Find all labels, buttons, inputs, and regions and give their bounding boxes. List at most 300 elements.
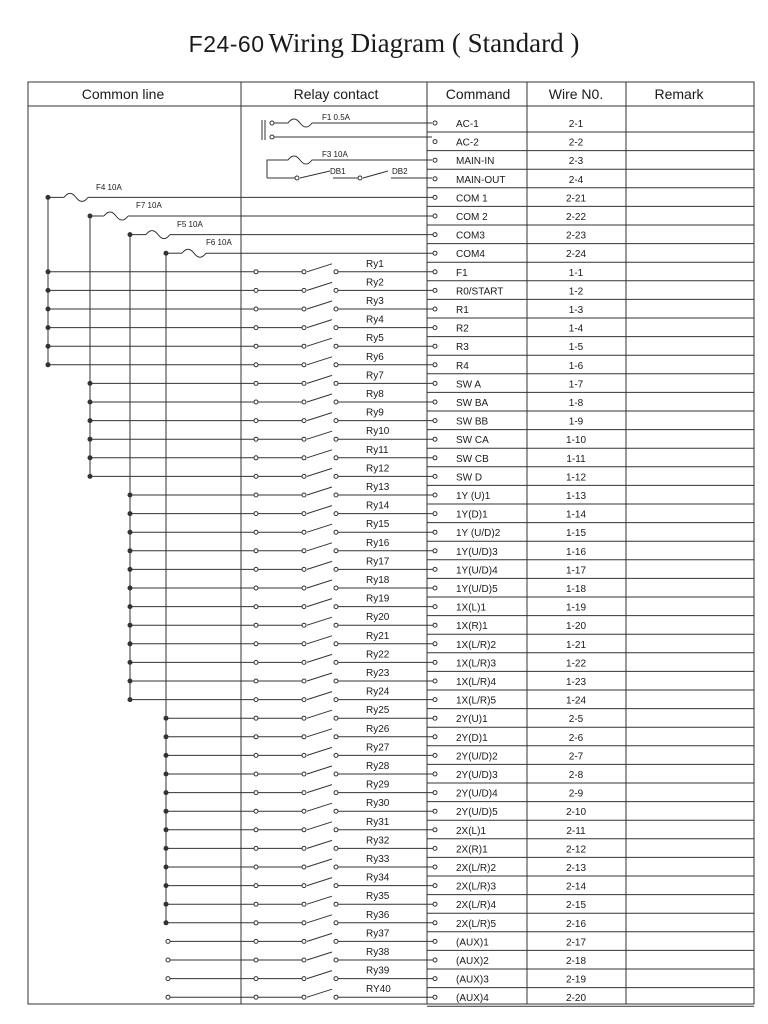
terminal-icon: [433, 716, 437, 720]
wire-number: 2-15: [565, 900, 587, 912]
relay-terminal: [302, 939, 306, 943]
relay-terminal: [334, 698, 338, 702]
relay-contact-blade: [307, 803, 332, 811]
command-label: R2: [456, 323, 469, 335]
relay-label: Ry33: [366, 854, 390, 865]
terminal-icon: [433, 884, 437, 888]
wire-number: 1-2: [568, 286, 584, 298]
relay-terminal: [334, 623, 338, 627]
relay-terminal: [254, 791, 258, 795]
wire-number: 2-14: [565, 881, 587, 893]
relay-terminal: [302, 660, 306, 664]
relay-terminal: [302, 605, 306, 609]
relay-terminal: [254, 586, 258, 590]
relay-terminal: [334, 381, 338, 385]
wire-number: 1-16: [565, 546, 587, 558]
terminal-icon: [433, 698, 437, 702]
relay-terminal: [254, 884, 258, 888]
relay-contact-blade: [307, 747, 332, 755]
relay-label: Ry32: [366, 835, 390, 847]
relay-contact-blade: [307, 599, 332, 607]
open-terminal: [166, 939, 170, 943]
relay-contact-blade: [307, 971, 332, 979]
terminal-icon: [433, 493, 437, 497]
wire-number: 1-22: [565, 658, 587, 670]
wire-number: 1-11: [566, 453, 586, 465]
relay-contact-blade: [307, 413, 332, 421]
command-label: AC-1: [456, 119, 479, 130]
header-wire-no: Wire N0.: [548, 86, 604, 102]
terminal-icon: [433, 549, 437, 553]
relay-terminal: [334, 716, 338, 720]
relay-terminal: [334, 419, 338, 423]
ac2-terminal: [270, 135, 274, 139]
relay-contact-blade: [307, 896, 332, 904]
relay-terminal: [254, 716, 258, 720]
relay-terminal: [254, 642, 258, 646]
fuse-f4-label: F4 10A: [96, 183, 122, 192]
wire-number: 2-12: [565, 844, 587, 856]
fuse-f5-label: F5 10A: [177, 220, 203, 229]
relay-terminal: [254, 846, 258, 850]
relay-terminal: [302, 884, 306, 888]
terminal-icon: [433, 623, 437, 627]
relay-terminal: [254, 381, 258, 385]
terminal-icon: [433, 270, 437, 274]
relay-terminal: [254, 698, 258, 702]
relay-label: Ry8: [366, 389, 384, 400]
relay-terminal: [334, 586, 338, 590]
relay-label: Ry12: [366, 463, 390, 475]
relay-contact-blade: [307, 524, 332, 532]
fuse-f5-icon: [146, 231, 170, 239]
command-label: R4: [456, 360, 469, 372]
relay-terminal: [254, 530, 258, 534]
relay-label: Ry15: [366, 519, 390, 531]
command-label: 1Y(D)1: [456, 509, 488, 521]
wire-number: 1-24: [565, 695, 587, 707]
wire-number: 1-5: [568, 342, 584, 354]
relay-label: Ry10: [366, 426, 390, 438]
relay-terminal: [302, 958, 306, 962]
relay-terminal: [334, 921, 338, 925]
terminal-icon: [433, 400, 437, 404]
relay-terminal: [334, 493, 338, 497]
wire-number: 2-8: [568, 770, 584, 781]
relay-terminal: [334, 772, 338, 776]
relay-terminal: [254, 288, 258, 292]
relay-contact-blade: [307, 636, 332, 644]
relay-contact-blade: [307, 338, 332, 346]
relay-label: Ry3: [366, 296, 384, 307]
relay-terminal: [302, 419, 306, 423]
fuse-f1-label: F1 0.5A: [322, 113, 351, 122]
relay-terminal: [254, 995, 258, 999]
relay-terminal: [334, 679, 338, 683]
command-label: 1Y(U/D)5: [456, 584, 498, 595]
relay-terminal: [334, 791, 338, 795]
wire-number: 1-15: [565, 528, 587, 540]
relay-terminal: [302, 679, 306, 683]
relay-contact-blade: [307, 785, 332, 793]
wire-number: 1-13: [565, 491, 587, 502]
relay-terminal: [334, 902, 338, 906]
command-label: 2Y(D)1: [456, 732, 488, 744]
command-label: F1: [456, 267, 468, 279]
wire-number: 1-19: [565, 602, 587, 614]
relay-terminal: [254, 567, 258, 571]
relay-terminal: [334, 995, 338, 999]
relay-label: Ry18: [366, 575, 390, 586]
relay-contact-blade: [307, 617, 332, 625]
wire-number: 1-14: [565, 509, 587, 521]
relay-terminal: [302, 791, 306, 795]
wire-number: 2-18: [565, 956, 587, 967]
command-label: MAIN-IN: [456, 156, 495, 168]
relay-terminal: [334, 809, 338, 813]
terminal-icon: [433, 809, 437, 813]
wire-number: 1-9: [568, 416, 584, 428]
terminal-icon: [433, 958, 437, 962]
relay-terminal: [254, 270, 258, 274]
relay-label: Ry24: [366, 686, 390, 698]
relay-label: Ry14: [366, 500, 390, 512]
terminal-icon: [433, 846, 437, 850]
relay-label: Ry20: [366, 612, 390, 624]
relay-terminal: [334, 828, 338, 832]
terminal-icon: [433, 381, 437, 385]
fuse-f3-label: F3 10A: [322, 150, 348, 159]
relay-label: Ry11: [366, 444, 389, 456]
relay-terminal: [302, 772, 306, 776]
relay-terminal: [302, 288, 306, 292]
command-label: 1X(L/R)2: [456, 639, 497, 651]
terminal-icon: [433, 660, 437, 664]
relay-terminal: [334, 512, 338, 516]
open-terminal: [166, 977, 170, 981]
command-label: COM 2: [456, 212, 488, 223]
wire-number: 2-9: [568, 788, 584, 800]
relay-terminal: [254, 660, 258, 664]
command-label: 2Y(U/D)4: [456, 788, 498, 800]
command-label: 1Y (U)1: [456, 491, 491, 502]
relay-contact-blade: [307, 561, 332, 569]
command-label: 1Y(U/D)4: [456, 565, 498, 577]
relay-label: Ry25: [366, 705, 390, 717]
wire-number: 2-6: [568, 732, 584, 744]
relay-contact-blade: [307, 264, 332, 272]
terminal-icon: [433, 902, 437, 906]
relay-label: Ry27: [366, 742, 390, 754]
relay-terminal: [302, 753, 306, 757]
terminal-icon: [433, 214, 437, 218]
wire-number: 2-2: [568, 137, 584, 149]
wire-number: 2-13: [565, 863, 587, 874]
relay-terminal: [334, 307, 338, 311]
wire-number: 2-7: [568, 751, 584, 763]
relay-terminal: [302, 530, 306, 534]
relay-terminal: [302, 474, 306, 478]
relay-contact-blade: [307, 822, 332, 830]
relay-terminal: [334, 530, 338, 534]
wire-number: 1-17: [565, 565, 587, 577]
relay-terminal: [302, 902, 306, 906]
relay-terminal: [334, 753, 338, 757]
relay-terminal: [302, 716, 306, 720]
relay-label: Ry28: [366, 761, 390, 772]
relay-terminal: [254, 456, 258, 460]
relay-terminal: [302, 493, 306, 497]
relay-terminal: [302, 865, 306, 869]
relay-terminal: [302, 381, 306, 385]
terminal-icon: [433, 363, 437, 367]
relay-terminal: [334, 660, 338, 664]
relay-terminal: [302, 698, 306, 702]
relay-terminal: [254, 828, 258, 832]
command-label: R0/START: [456, 286, 504, 298]
relay-label: Ry6: [366, 351, 384, 363]
relay-terminal: [302, 270, 306, 274]
command-label: 2X(L/R)4: [456, 900, 497, 912]
relay-terminal: [302, 363, 306, 367]
terminal-icon: [433, 605, 437, 609]
wire-number: 1-3: [568, 305, 584, 316]
relay-label: Ry7: [366, 370, 384, 382]
relay-terminal: [254, 493, 258, 497]
relay-label: Ry26: [366, 723, 390, 735]
relay-terminal: [334, 977, 338, 981]
switch-db1-label: DB1: [330, 167, 346, 176]
table-frame: [28, 82, 754, 1004]
relay-label: Ry31: [366, 816, 390, 828]
terminal-icon: [433, 977, 437, 981]
command-label: 2Y(U)1: [456, 714, 488, 726]
terminal-icon: [433, 121, 437, 125]
wire-number: 2-20: [565, 993, 587, 1005]
command-label: 2X(L/R)3: [456, 881, 497, 893]
relay-terminal: [302, 809, 306, 813]
terminal-icon: [433, 307, 437, 311]
relay-terminal: [334, 437, 338, 441]
relay-label: Ry36: [366, 909, 390, 921]
command-label: R3: [456, 342, 469, 354]
wire-number: 2-1: [568, 119, 584, 130]
wire-number: 2-19: [565, 974, 587, 986]
command-label: R1: [456, 305, 469, 316]
terminal-icon: [433, 158, 437, 162]
relay-contact-blade: [307, 729, 332, 737]
relay-terminal: [334, 884, 338, 888]
relay-terminal: [302, 456, 306, 460]
relay-contact-blade: [307, 468, 332, 476]
relay-label: Ry22: [366, 649, 390, 661]
wire-number: 1-1: [568, 267, 584, 279]
fuse-f4-icon: [64, 193, 88, 201]
terminal-icon: [433, 642, 437, 646]
db2-terminal: [358, 176, 362, 180]
relay-label: Ry34: [366, 872, 390, 884]
fuse-f1-icon: [274, 119, 432, 127]
relay-contact-blade: [307, 952, 332, 960]
relay-terminal: [334, 846, 338, 850]
relay-contact-blade: [307, 282, 332, 290]
terminal-icon: [433, 567, 437, 571]
wire-number: 2-23: [565, 230, 587, 242]
relay-terminal: [334, 288, 338, 292]
terminal-icon: [433, 791, 437, 795]
relay-terminal: [254, 344, 258, 348]
terminal-icon: [433, 233, 437, 237]
wire-number: 1-4: [568, 323, 584, 335]
db1-switch-blade: [300, 171, 330, 178]
wire-number: 1-10: [565, 435, 587, 447]
relay-terminal: [302, 642, 306, 646]
terminal-icon: [433, 753, 437, 757]
relay-contact-blade: [307, 654, 332, 662]
relay-contact-blade: [307, 933, 332, 941]
command-label: SW CB: [456, 453, 489, 465]
relay-terminal: [254, 921, 258, 925]
terminal-icon: [433, 344, 437, 348]
relay-terminal: [302, 995, 306, 999]
wiring-rows: [254, 119, 754, 1006]
terminal-icon: [433, 251, 437, 255]
open-terminal: [166, 995, 170, 999]
relay-terminal: [302, 735, 306, 739]
terminal-icon: [433, 679, 437, 683]
relay-label: Ry2: [366, 277, 384, 289]
command-label: 1Y (U/D)2: [456, 528, 501, 540]
relay-terminal: [254, 809, 258, 813]
relay-label: RY40: [366, 984, 391, 996]
command-label: COM 1: [456, 193, 488, 205]
wire-number: 1-6: [568, 360, 584, 372]
wire-number: 1-12: [565, 472, 587, 484]
command-label: 1Y(U/D)3: [456, 546, 498, 558]
terminal-icon: [433, 735, 437, 739]
relay-terminal: [302, 512, 306, 516]
relay-terminal: [334, 642, 338, 646]
db2-switch-blade: [363, 171, 388, 178]
wire-number: 2-3: [568, 156, 584, 168]
command-label: 1X(L/R)4: [456, 677, 497, 688]
command-label: 2X(L/R)5: [456, 918, 497, 930]
relay-contact-blade: [307, 710, 332, 718]
relay-terminal: [302, 326, 306, 330]
terminal-icon: [433, 828, 437, 832]
relay-terminal: [302, 846, 306, 850]
relay-terminal: [302, 586, 306, 590]
relay-terminal: [302, 307, 306, 311]
command-label: 1X(L)1: [456, 602, 487, 614]
command-label: 1X(L/R)5: [456, 695, 497, 707]
relay-terminal: [334, 363, 338, 367]
wire-number: 2-17: [565, 937, 587, 949]
terminal-icon: [433, 177, 437, 181]
relay-contact-blade: [307, 394, 332, 402]
command-label: SW D: [456, 472, 483, 484]
db1-terminal: [295, 176, 299, 180]
terminal-icon: [433, 512, 437, 516]
relay-terminal: [254, 902, 258, 906]
relay-terminal: [334, 567, 338, 571]
fuse-f7-label: F7 10A: [136, 201, 162, 210]
relay-contact-blade: [307, 580, 332, 588]
relay-contact-blade: [307, 450, 332, 458]
relay-contact-blade: [307, 431, 332, 439]
relay-contact-blade: [307, 692, 332, 700]
command-label: (AUX)4: [456, 993, 489, 1005]
terminal-icon: [433, 865, 437, 869]
relay-terminal: [254, 958, 258, 962]
header-remark: Remark: [654, 86, 704, 102]
wire-number: 2-11: [566, 825, 586, 837]
relay-terminal: [302, 549, 306, 553]
relay-contact-blade: [307, 375, 332, 383]
header-common-line: Common line: [81, 86, 165, 102]
relay-terminal: [254, 512, 258, 516]
relay-label: Ry21: [366, 630, 390, 642]
relay-terminal: [334, 474, 338, 478]
wire-number: 1-21: [565, 639, 587, 651]
relay-contact-blade: [307, 357, 332, 365]
relay-terminal: [254, 437, 258, 441]
relay-terminal: [334, 735, 338, 739]
relay-label: Ry29: [366, 779, 390, 791]
relay-terminal: [254, 549, 258, 553]
wire-number: 2-4: [568, 174, 584, 186]
relay-terminal: [334, 939, 338, 943]
relay-terminal: [254, 400, 258, 404]
relay-label: Ry23: [366, 668, 390, 679]
command-label: 1X(R)1: [456, 621, 488, 633]
relay-terminal: [254, 865, 258, 869]
switch-db2-label: DB2: [392, 167, 408, 176]
relay-terminal: [334, 456, 338, 460]
wire-number: 2-10: [565, 807, 587, 819]
relay-contact-blade: [307, 859, 332, 867]
header-command: Command: [445, 86, 511, 102]
relay-label: Ry13: [366, 482, 390, 493]
command-label: 2X(L/R)2: [456, 863, 497, 874]
terminal-icon: [433, 921, 437, 925]
relay-contact-blade: [307, 878, 332, 886]
relay-contact-blade: [307, 506, 332, 514]
terminal-icon: [433, 140, 437, 144]
command-label: COM4: [456, 249, 485, 261]
relay-terminal: [334, 865, 338, 869]
relay-terminal: [302, 977, 306, 981]
relay-terminal: [302, 828, 306, 832]
relay-label: Ry9: [366, 407, 384, 419]
relay-label: Ry1: [366, 258, 384, 270]
terminal-icon: [433, 326, 437, 330]
terminal-icon: [433, 772, 437, 776]
relay-contact-blade: [307, 673, 332, 681]
wire-number: 2-5: [568, 714, 584, 726]
command-label: 2Y(U/D)2: [456, 751, 498, 763]
relay-terminal: [334, 344, 338, 348]
relay-terminal: [334, 270, 338, 274]
relay-contact-blade: [307, 543, 332, 551]
relay-terminal: [302, 921, 306, 925]
command-label: SW A: [456, 379, 482, 391]
terminal-icon: [433, 456, 437, 460]
relay-label: Ry37: [366, 928, 390, 940]
relay-terminal: [254, 623, 258, 627]
terminal-icon: [433, 995, 437, 999]
relay-label: Ry38: [366, 947, 390, 958]
